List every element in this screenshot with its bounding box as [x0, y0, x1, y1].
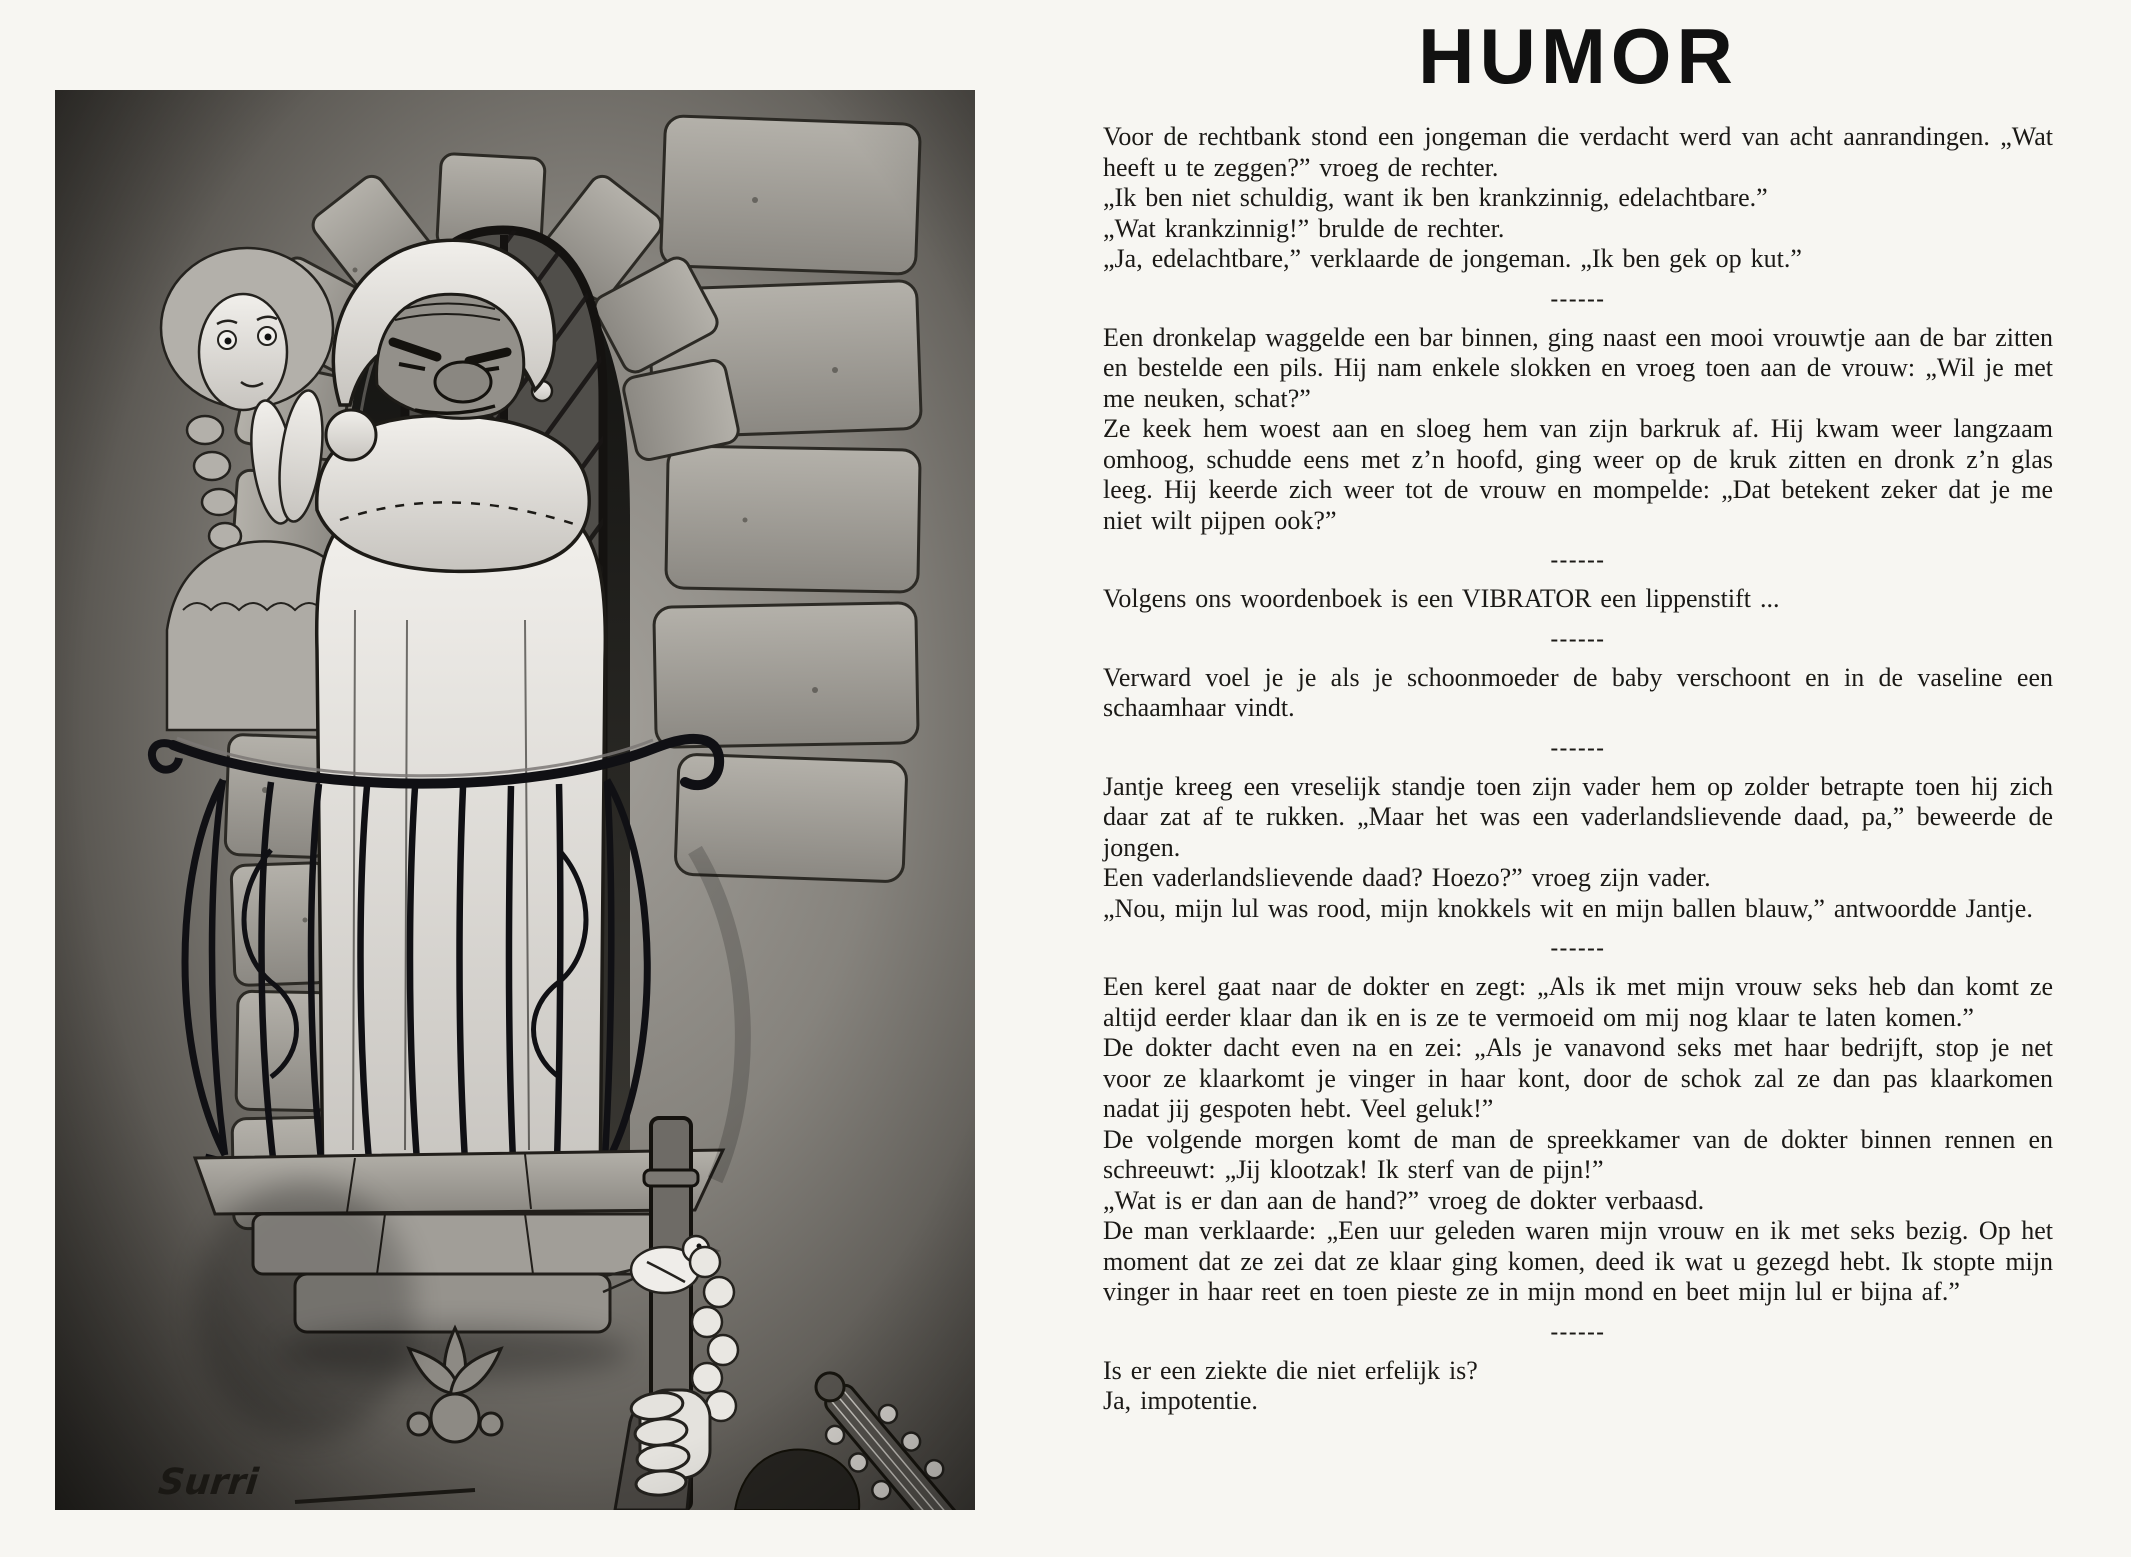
joke: [1103, 122, 2053, 275]
joke-separator: ------: [1550, 547, 1606, 572]
joke-line: Is er een ziekte die niet erfelijk is?: [1103, 1355, 1478, 1385]
joke: [1103, 663, 2053, 724]
joke-line: „Wat krankzinnig!” brulde de rechter.: [1103, 213, 1505, 243]
joke-separator: ------: [1550, 734, 1606, 760]
jokes-list: [1103, 122, 2053, 1417]
joke-line: Voor de rechtbank stond een jongeman die verdacht werd van acht aanrandingen. „Wat heeft u te zeggen?” vroeg de rechter.: [1103, 122, 2053, 182]
joke-line: Een dronkelap waggelde een bar binnen, ging naast een mooi vrouwtje aan de bar zitten en bestelde een pils. Hij nam enkele slokken en vroeg toen aan de vrouw: „Wil je met me neuken, schat?”: [1103, 322, 2053, 413]
joke: [1103, 584, 2053, 615]
joke-separator: ------: [1550, 285, 1606, 311]
joke-line: Verward voel je je als je schoonmoeder de baby verschoont en in de vaseline een schaamhaar vindt.: [1103, 662, 2053, 722]
joke-line: „Nou, mijn lul was rood, mijn knokkels wit en mijn ballen blauw,” antwoordde Jantje.: [1103, 893, 2033, 923]
joke-line: „Ik ben niet schuldig, want ik ben krankzinnig, edelachtbare.”: [1103, 183, 1768, 212]
page-title: HUMOR: [1418, 12, 1738, 100]
joke-line: „Wat is er dan aan de hand?” vroeg de dokter verbaasd.: [1103, 1185, 1705, 1215]
joke: [1103, 1356, 2053, 1417]
vignette: [55, 90, 975, 1510]
joke-separator: ------: [1550, 1318, 1606, 1344]
artist-signature: Surri: [156, 1461, 261, 1503]
joke: [1103, 972, 2053, 1308]
balcony-cartoon-illustration: [55, 90, 975, 1510]
joke-line: Volgens ons woordenboek is een VIBRATOR een lippenstift ...: [1103, 584, 1780, 613]
joke-line: Een kerel gaat naar de dokter en zegt: „Als ik met mijn vrouw seks heb dan komt ze altijd eerder klaar dan ik en is ze te vermoeid om mij nog klaar te laten komen.”: [1103, 972, 2053, 1032]
joke-line: De man verklaarde: „Een uur geleden waren mijn vrouw en ik met seks bezig. Op het moment dat ze zei dat ze klaar ging komen, deed ik wat u gezegd hebt. Ik stopte mijn vinger in haar reet en toen pieste ze in mijn mond en beet mijn lul er bijna af.”: [1103, 1216, 2053, 1306]
joke-line: Een vaderlandslievende daad? Hoezo?” vroeg zijn vader.: [1103, 863, 1711, 892]
joke-separator: ------: [1550, 935, 1606, 960]
joke: [1103, 772, 2053, 925]
joke-line: „Ja, edelachtbare,” verklaarde de jongeman. „Ik ben gek op kut.”: [1103, 244, 1802, 273]
joke-line: Ze keek hem woest aan en sloeg hem van zijn barkruk af. Hij kwam weer langzaam omhoog, schudde eens met z’n hoofd, ging weer op de kruk zitten en dronk z’n glas leeg. Hij keerde zich weer tot de vrouw en mompelde: „Dat betekent zeker dat je me niet wilt pijpen ook?”: [1103, 414, 2053, 535]
joke-line: Jantje kreeg een vreselijk standje toen zijn vader hem op zolder betrapte toen hij zich daar zat af te rukken. „Maar het was een vaderlandslievende daad, pa,” beweerde de jongen.: [1103, 771, 2053, 862]
joke-line: Ja, impotentie.: [1103, 1386, 1258, 1415]
balcony-cartoon-svg: [55, 90, 975, 1510]
humor-column: [1103, 12, 2053, 1417]
joke-line: De dokter dacht even na en zei: „Als je vanavond seks met haar bedrijft, stop je net voor ze klaarkomt je vinger in haar kont, door de schok zal ze dan pas klaarkomen nadat jij gespoten hebt. Veel geluk!”: [1103, 1033, 2053, 1123]
joke-line: De volgende morgen komt de man de spreekkamer van de dokter binnen rennen en schreeuwt: „Jij klootzak! Ik sterf van de pijn!”: [1103, 1124, 2053, 1184]
joke-separator: ------: [1550, 625, 1606, 651]
joke: [1103, 323, 2053, 537]
